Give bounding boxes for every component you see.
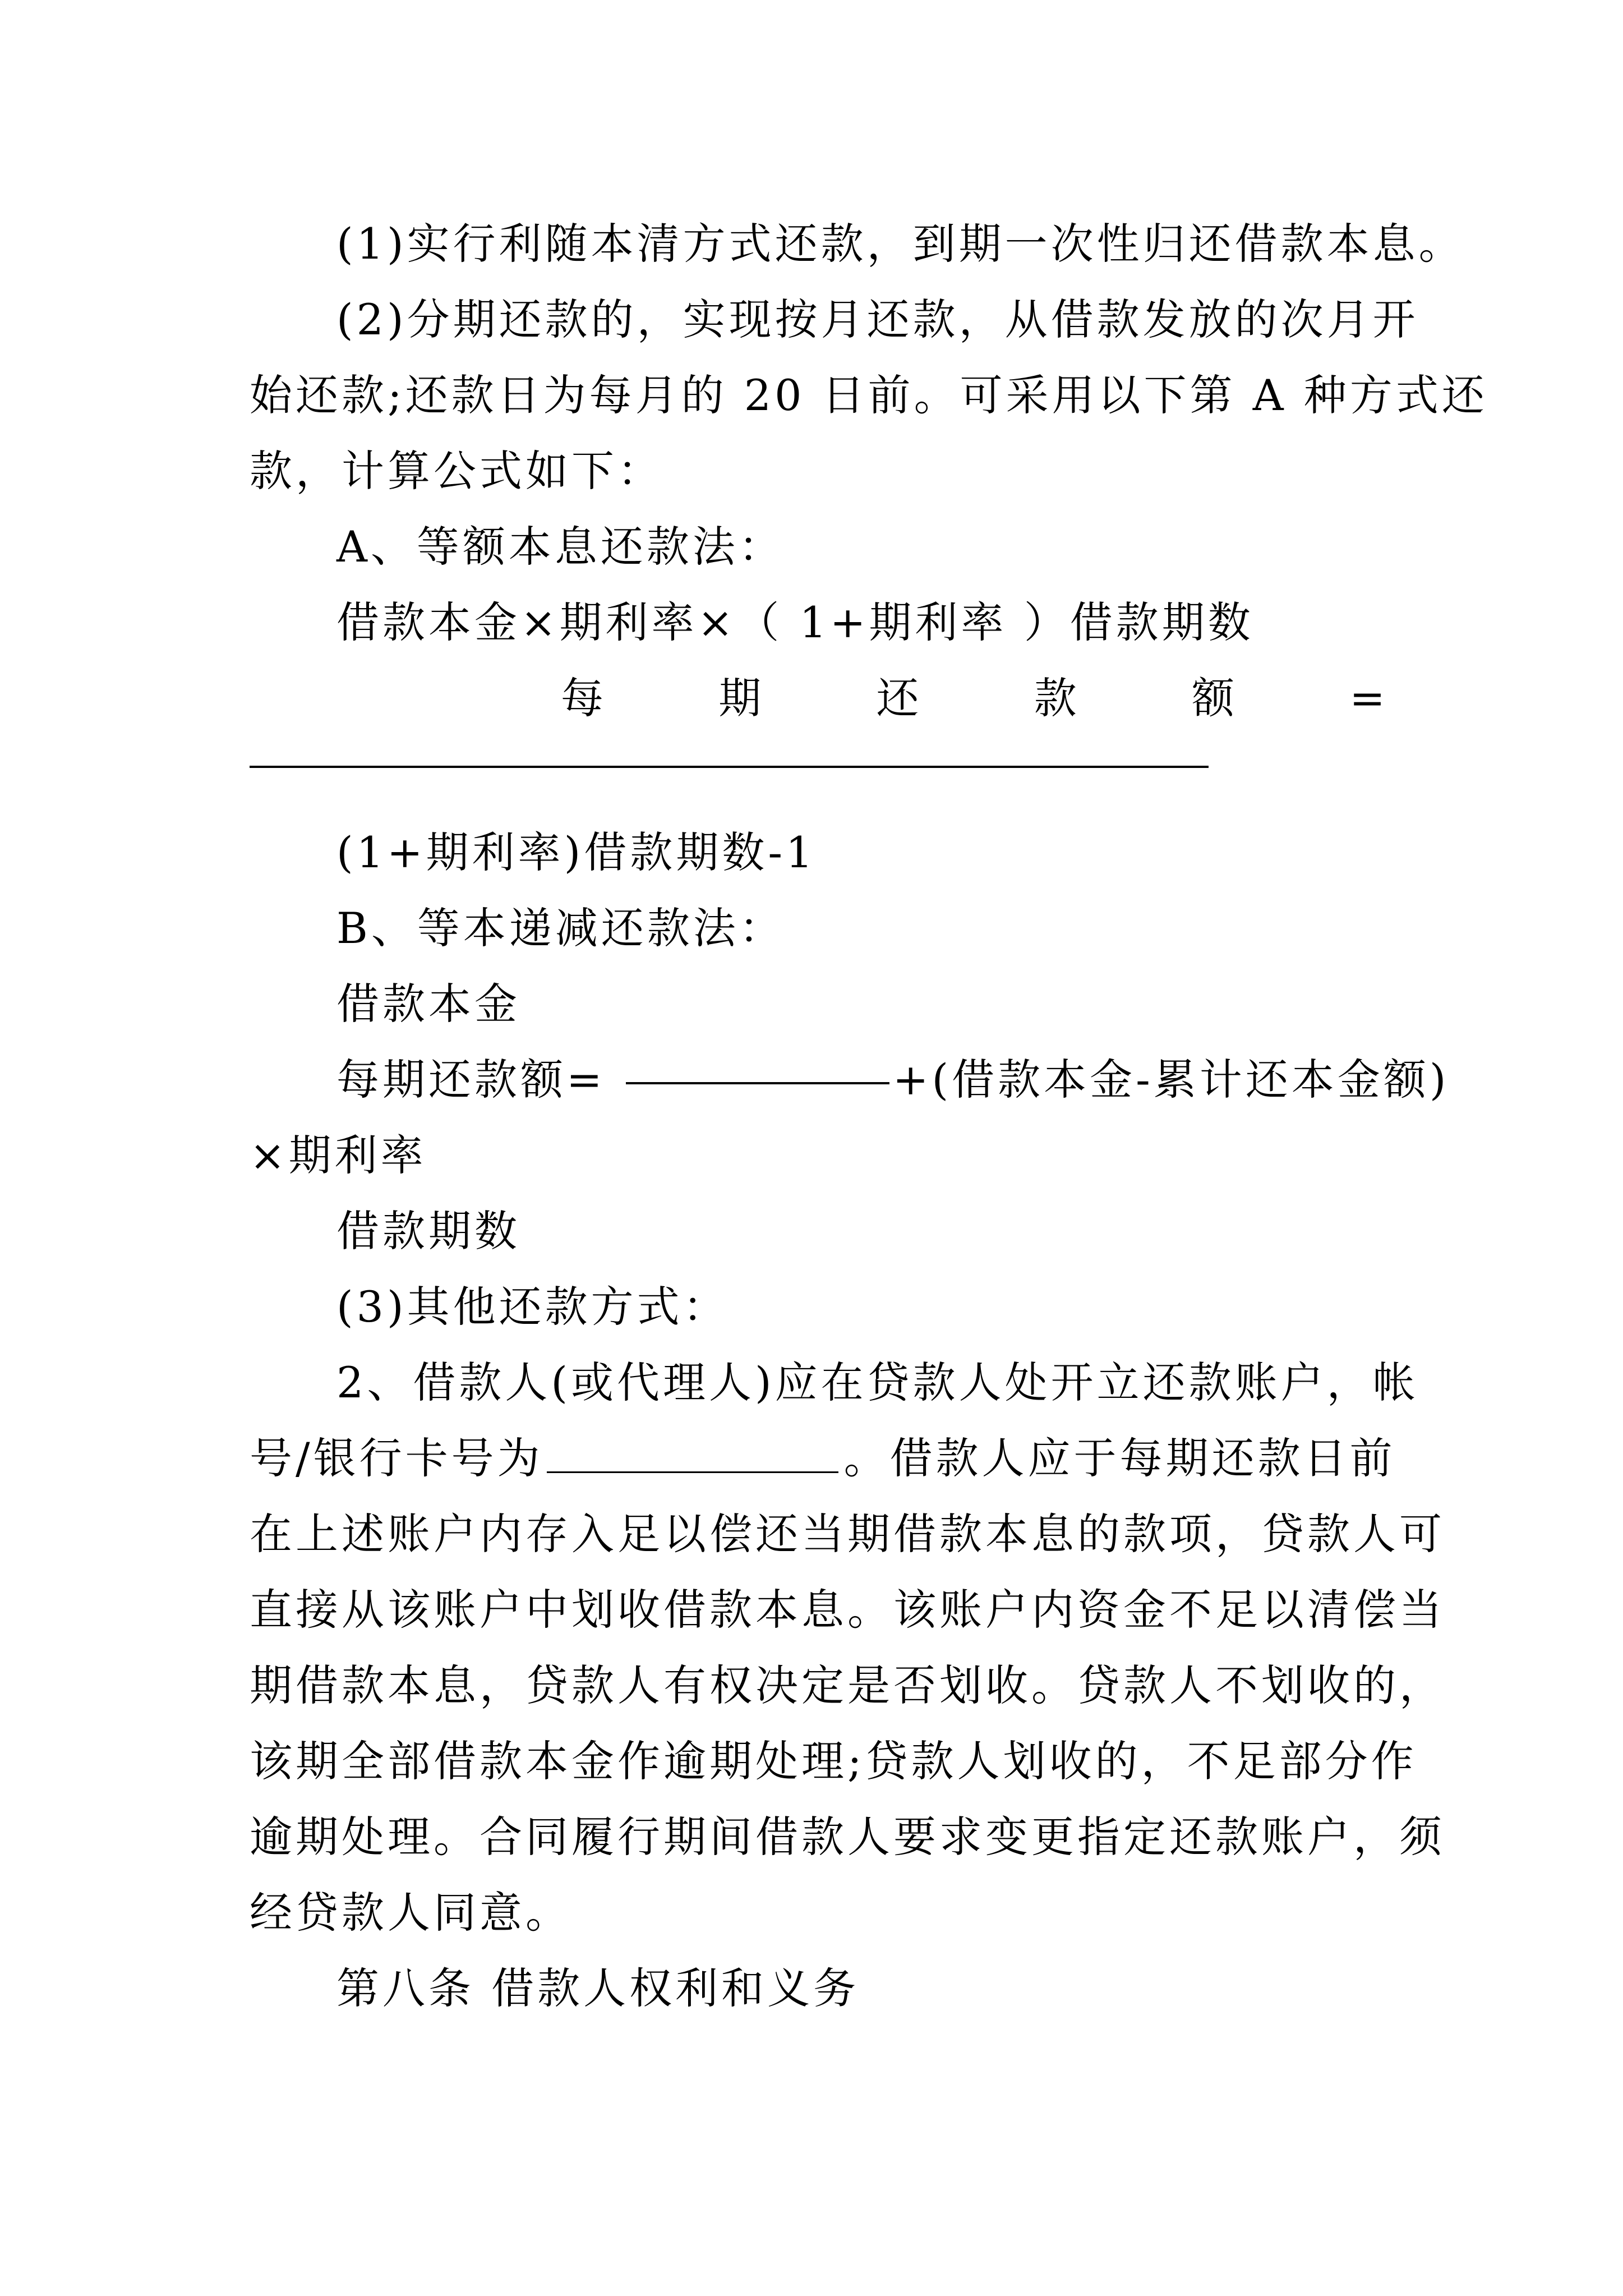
method-b-formula-suffix: +(借款本金-累计还本金额) [892,1055,1450,1105]
paragraph-repayment-2-line1: (2)分期还款的，实现按月还款，从借款发放的次月开 [336,295,1419,344]
paragraph-repayment-3: (3)其他还款方式： [336,1282,729,1332]
method-a-label-char: 款 [1034,673,1077,723]
method-a-label-char: 还 [876,673,919,723]
method-b-numerator: 借款本金 [336,979,520,1029]
method-a-label-char: = [1349,673,1385,723]
method-b-title: B、等本递减还款法： [336,903,785,953]
method-a-denominator: (1+期利率)借款期数-1 [336,827,817,877]
paragraph-repayment-1: (1)实行利随本清方式还款，到期一次性归还借款本息。 [336,219,1465,269]
fraction-rule [250,766,1209,768]
method-a-label-char: 期 [718,673,762,723]
section-2-line5: 期借款本息，贷款人有权决定是否划收。贷款人不划收的， [250,1660,1445,1710]
method-a-title: A、等额本息还款法： [336,522,785,572]
section-2-line8: 经贷款人同意。 [250,1888,571,1938]
section-2-line3: 在上述账户内存入足以偿还当期借款本息的款项，贷款人可 [250,1509,1445,1559]
method-a-label-char: 额 [1192,673,1234,723]
section-2-line7: 逾期处理。合同履行期间借款人要求变更指定还款账户，须 [250,1812,1445,1862]
section-2-line1: 2、借款人(或代理人)应在贷款人处开立还款账户，帐 [336,1358,1419,1407]
method-b-formula [336,1052,1469,1108]
fraction-rule [626,1082,889,1084]
method-a-numerator: 借款本金×期利率×（ 1+期利率 ）借款期数 [336,597,1254,647]
method-b-formula-prefix: 每期还款额= [336,1055,623,1105]
method-a-label [561,670,1385,726]
paragraph-repayment-2-line3: 款，计算公式如下： [250,446,663,496]
method-b-denominator: 借款期数 [336,1206,520,1256]
section-2-line6: 该期全部借款本金作逾期处理;贷款人划收的，不足部分作 [250,1736,1417,1786]
section-2-line4: 直接从该账户中划收借款本息。该账户内资金不足以清偿当 [250,1585,1445,1635]
account-label: 号/银行卡号为 [250,1433,543,1483]
article-8-heading: 第八条 借款人权利和义务 [336,1963,860,2013]
paragraph-repayment-2-line2: 始还款;还款日为每月的 20 日前。可采用以下第 A 种方式还 [250,370,1488,420]
section-2-line2-suffix: 。借款人应于每期还款日前 [843,1433,1396,1483]
section-2-line2 [250,1430,1396,1487]
account-number-blank [547,1432,838,1473]
method-b-formula-line2: ×期利率 [250,1130,427,1180]
method-a-label-char: 每 [561,673,603,723]
